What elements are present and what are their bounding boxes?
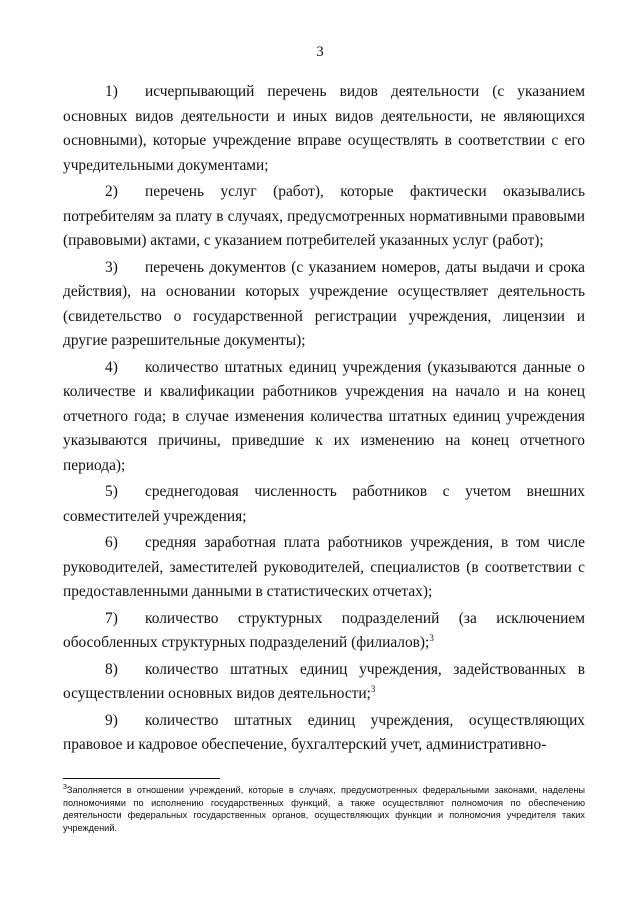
- item-number: 5): [105, 483, 118, 500]
- list-item: [63, 709, 585, 758]
- item-number: 4): [105, 358, 118, 376]
- list-item: [63, 356, 585, 479]
- item-text: средняя заработная плата работников учреждения, в том числе руководителей, заместителей руководителей, специалистов (в соответствии с предоставленными данными в статистических отчетах);: [63, 534, 585, 600]
- body-text: [63, 80, 585, 760]
- item-number: 2): [105, 183, 118, 200]
- item-number: 3): [105, 258, 118, 276]
- item-number: 8): [105, 660, 118, 678]
- list-item: [63, 658, 585, 707]
- footnote: [63, 784, 585, 834]
- item-number: 9): [105, 711, 118, 729]
- item-text: количество структурных подразделений (за исключением обособленных структурных подразделений (филиалов);: [63, 609, 585, 651]
- list-item: [63, 256, 585, 354]
- footnote-reference: 3: [429, 632, 434, 643]
- item-text: количество штатных единиц учреждения (указываются данные о количестве и квалификации работников учреждения на начало и на конец отчетного года; в случае изменения количества штатных единиц учреждения указываются причины, приведшие к их изменению на конец отчетного периода);: [63, 358, 585, 474]
- item-number: 1): [105, 83, 118, 100]
- item-text: количество штатных единиц учреждения, осуществляющих правовое и кадровое обеспечение, бухгалтерский учет, административно-: [63, 711, 585, 753]
- list-item: [63, 607, 585, 656]
- item-text: исчерпывающий перечень видов деятельности (с указанием основных видов деятельности и иных видов деятельности, не являющихся основными), которые учреждение вправе осуществлять в соответствии с его учредительными документами;: [63, 83, 585, 174]
- item-text: перечень документов (с указанием номеров, даты выдачи и срока действия), на основании которых учреждение осуществляет деятельность (свидетельство о государственной регистрации учреждения, лицензии и другие разрешительные документы);: [63, 258, 585, 349]
- footnote-divider: [63, 778, 220, 779]
- item-number: 7): [105, 609, 118, 627]
- item-number: 6): [105, 534, 118, 551]
- item-text: перечень услуг (работ), которые фактически оказывались потребителям за плату в случаях, предусмотренных нормативными правовыми (правовыми) актами, с указанием потребителей указанных услуг (работ);: [63, 183, 585, 249]
- list-item: [63, 531, 585, 605]
- footnote-reference: 3: [370, 683, 376, 694]
- item-text: среднегодовая численность работников с учетом внешних совместителей учреждения;: [63, 483, 585, 525]
- list-item: [63, 180, 585, 254]
- list-item: [63, 80, 585, 178]
- footnote-mark: 3: [63, 783, 67, 791]
- item-text: количество штатных единиц учреждения, задействованных в осуществлении основных видов деятельности;: [63, 660, 585, 702]
- list-item: [63, 480, 585, 529]
- page-number: 3: [316, 44, 324, 60]
- footnote-text: Заполняется в отношении учреждений, которые в случаях, предусмотренных федеральными законами, наделены полномочиями по исполнению государственных функций, а также осуществляют полномочия по обеспечению деятельности федеральных государственных органов, осуществляющих функции и полномочия учредителя таких учреждений.: [63, 785, 585, 833]
